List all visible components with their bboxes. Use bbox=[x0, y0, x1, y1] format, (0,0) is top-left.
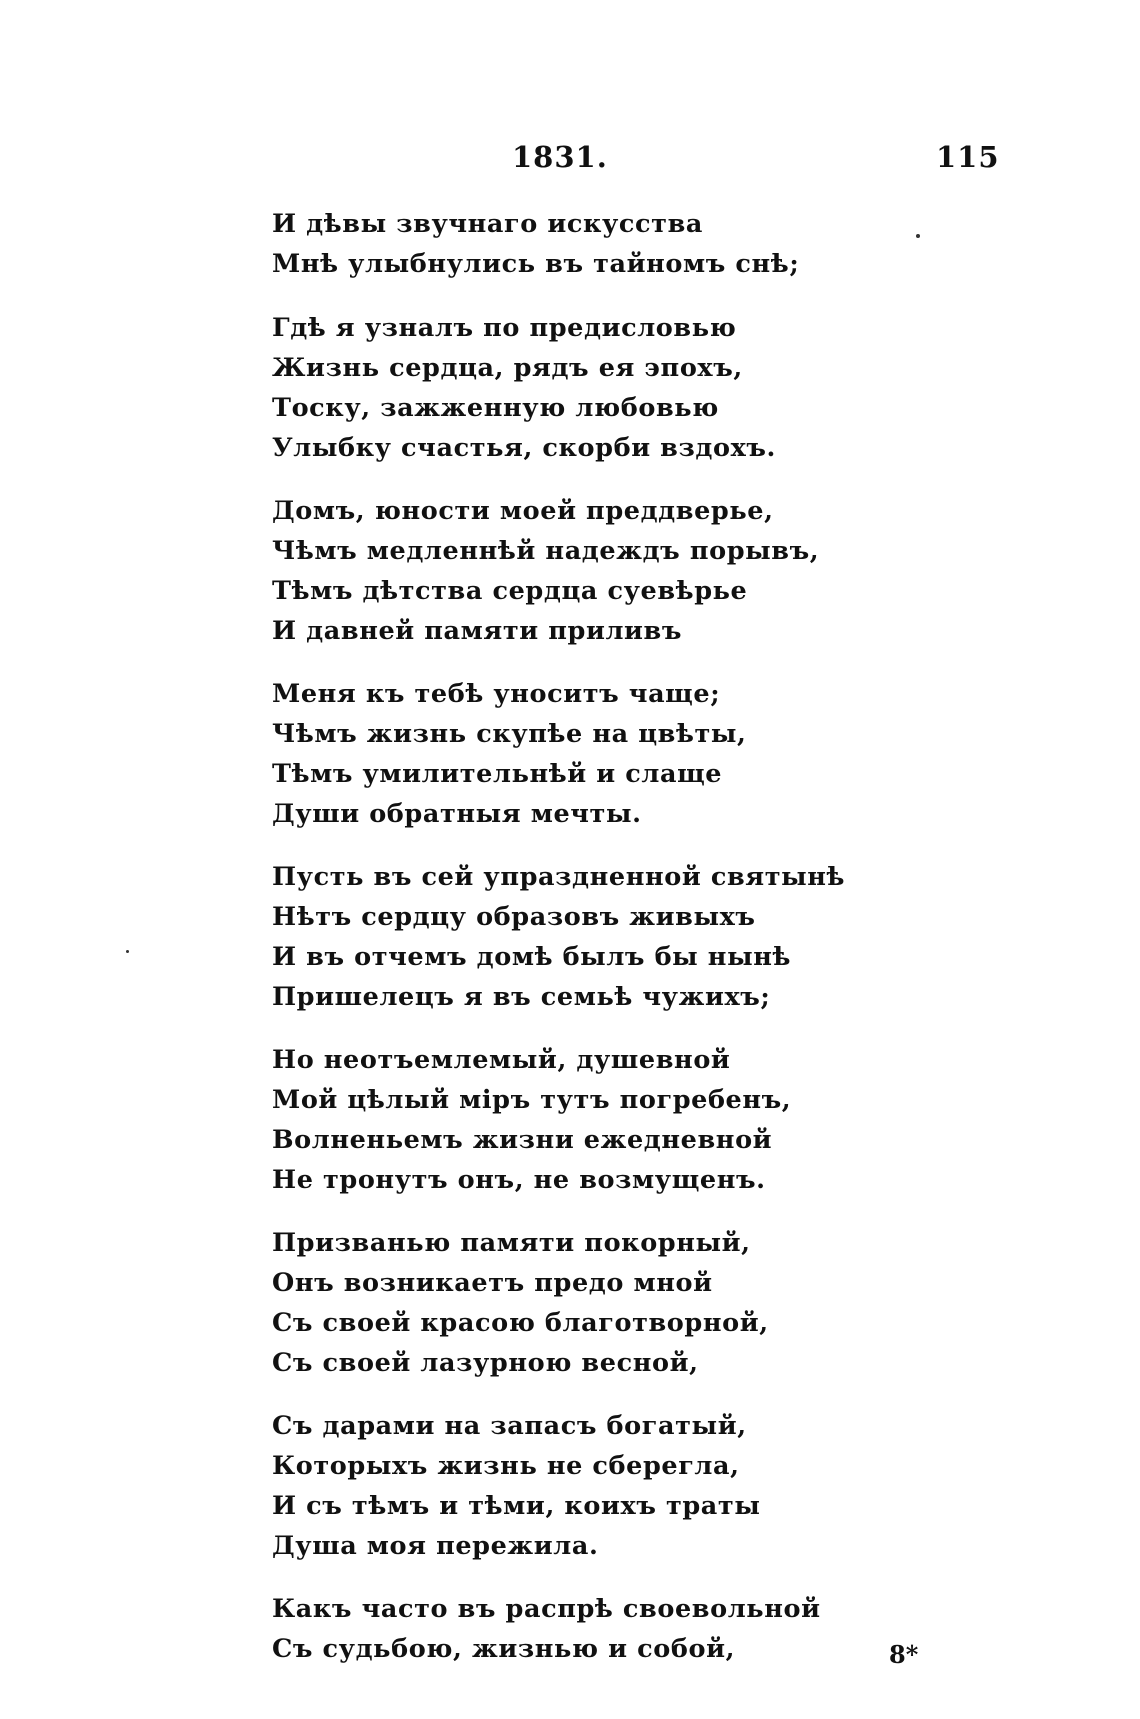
poem-line: Волненьемъ жизни ежедневной bbox=[272, 1125, 773, 1155]
poem-line: И дѣвы звучнаго искусства bbox=[272, 209, 704, 239]
poem-line: Которыхъ жизнь не сберегла, bbox=[272, 1451, 740, 1481]
poem-line: Призванью памяти покорный, bbox=[272, 1228, 751, 1258]
poem-line: Съ дарами на запасъ богатый, bbox=[272, 1411, 747, 1441]
poem-line: Съ своей красою благотворной, bbox=[272, 1308, 769, 1338]
stanza bbox=[272, 1406, 972, 1566]
poem-line: Душа моя пережила. bbox=[272, 1531, 599, 1561]
poem-line: Какъ часто въ распрѣ своевольной bbox=[272, 1594, 821, 1624]
poem-line: И въ отчемъ домѣ былъ бы нынѣ bbox=[272, 942, 792, 972]
poem-line: Жизнь сердца, рядъ ея эпохъ, bbox=[272, 353, 743, 383]
poem-line: Не тронутъ онъ, не возмущенъ. bbox=[272, 1165, 766, 1195]
poem-line: И давней памяти приливъ bbox=[272, 616, 683, 646]
poem-line: Чѣмъ жизнь скупѣе на цвѣты, bbox=[272, 719, 747, 749]
poem-line: Тѣмъ дѣтства сердца суевѣрье bbox=[272, 576, 748, 606]
page-header-year: 1831. bbox=[512, 140, 608, 174]
poem-line: Тѣмъ умилительнѣй и слаще bbox=[272, 759, 723, 789]
poem-line: Нѣтъ сердцу образовъ живыхъ bbox=[272, 902, 756, 932]
poem-line: Души обратныя мечты. bbox=[272, 799, 642, 829]
poem-line: Онъ возникаетъ предо мной bbox=[272, 1268, 713, 1298]
stanza bbox=[272, 1589, 972, 1669]
poem-line: Домъ, юности моей преддверье, bbox=[272, 496, 774, 526]
stanza bbox=[272, 1223, 972, 1383]
poem-line: Съ своей лазурною весной, bbox=[272, 1348, 699, 1378]
poem-line: Пусть въ сей упраздненной святынѣ bbox=[272, 862, 846, 892]
poem-line: И съ тѣмъ и тѣми, коихъ траты bbox=[272, 1491, 761, 1521]
stanza bbox=[272, 491, 972, 651]
poem-line: Но неотъемлемый, душевной bbox=[272, 1045, 731, 1075]
poem-line: Улыбку счастья, скорби вздохъ. bbox=[272, 433, 777, 463]
stanza bbox=[272, 1040, 972, 1200]
poem-line: Мнѣ улыбнулись въ тайномъ снѣ; bbox=[272, 249, 800, 279]
stanza bbox=[272, 308, 972, 468]
page-number: 115 bbox=[936, 140, 1000, 174]
stanza bbox=[272, 857, 972, 1017]
print-speck bbox=[126, 950, 129, 953]
printer-signature-mark: 8* bbox=[889, 1640, 919, 1669]
poem-line: Мой цѣлый міръ тутъ погребенъ, bbox=[272, 1085, 792, 1115]
poem-line: Тоску, зажженную любовью bbox=[272, 393, 719, 423]
poem-line: Пришелецъ я въ семьѣ чужихъ; bbox=[272, 982, 771, 1012]
poem-line: Гдѣ я узналъ по предисловью bbox=[272, 313, 737, 343]
stanza bbox=[272, 674, 972, 834]
poem-text bbox=[272, 204, 972, 1692]
poem-line: Чѣмъ медленнѣй надеждъ порывъ, bbox=[272, 536, 820, 566]
poem-line: Съ судьбою, жизнью и собой, bbox=[272, 1634, 736, 1664]
stanza bbox=[272, 204, 972, 284]
print-speck bbox=[916, 234, 920, 238]
poem-line: Меня къ тебѣ уноситъ чаще; bbox=[272, 679, 721, 709]
